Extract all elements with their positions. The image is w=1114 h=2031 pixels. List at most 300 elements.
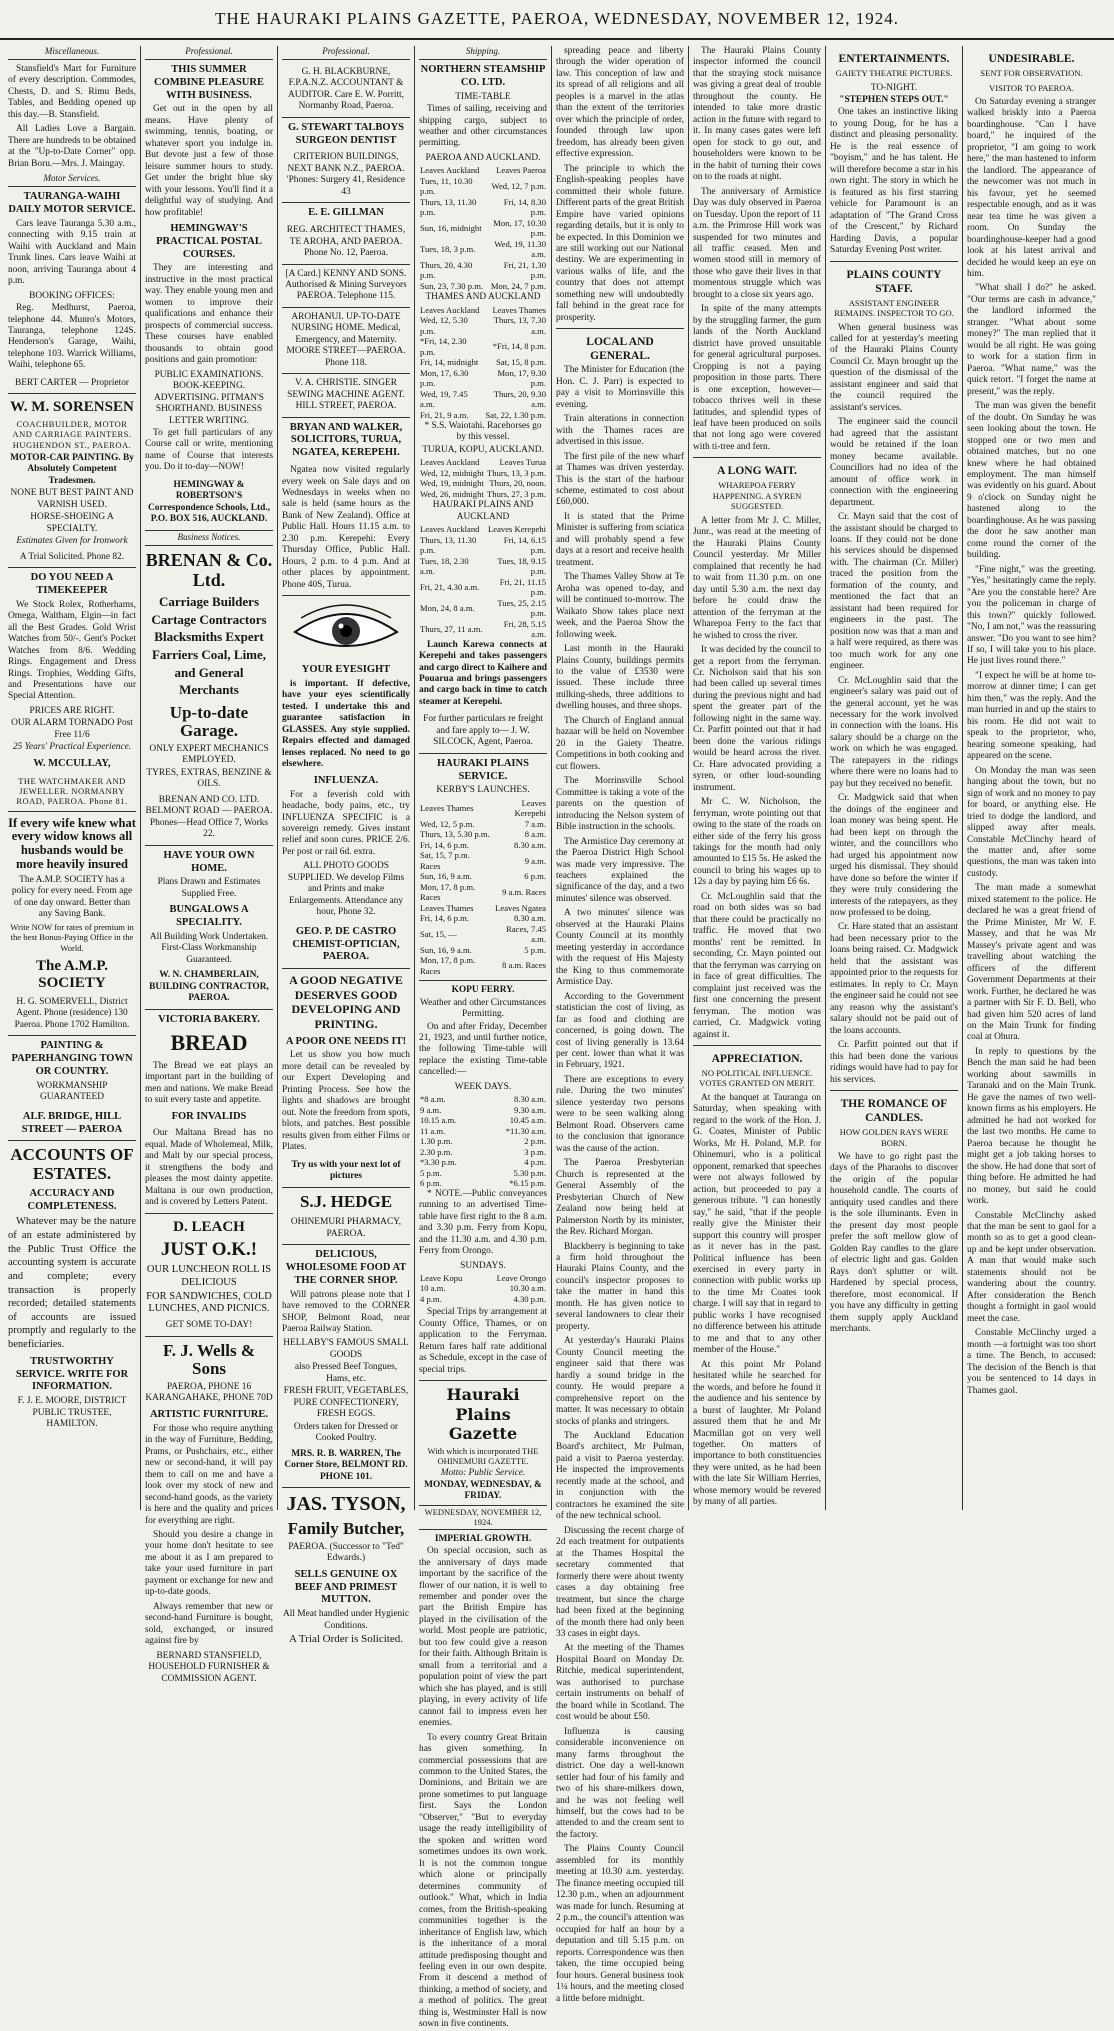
workmanship-line: WORKMANSHIP GUARANTEED [36,1080,108,1103]
kopu-body: On and after Friday, December 21, 1923, and until further notice, the following Time-table will replace the existing Time-table cancelled:— [419,1021,547,1078]
timetable-cell: Races, 7.45 a.m. [506,923,546,945]
killed-line: All Meat handled under Hygienic Conditions. [282,1609,409,1631]
news-paragraph: On Saturday evening a stranger walked briskly into a Paeroa boardinghouse. "Can I have board," he inquired of the proprietor, "I am going to work here," the man hastened to inform the landlord. The appearance of the newcomer was not much in his favour, yet he seemed respectable enough, and as it was near tea time he was given a room. On Sunday the boardinghouse-keeper had a good look at his latest arrival and decided he would keep an eye on him. [967,96,1096,280]
timetable-row [419,955,547,976]
timetable-row [419,260,547,281]
bryan-heading: BRYAN AND WALKER, SOLICITORS, TURUA, NGATEA, KEREPEHI. [289,421,403,459]
local-item: Discussing the recent charge of 2d each treatment for outpatients at the Thames Hospital the secretary commented that formerly there were about twenty cases a day obtaining free treatment, but since the charge had been fixed at the beginning of the month there had only been 33 cases in eight days. [556,1525,684,1639]
timetable-cell: Thurs, 27, 3 p.m. [487,488,546,499]
news-paragraph: Cr. Hare stated that an assistant had been necessary prior to the loans being raised. Cr. Madgwick held that the assistant was appointed prior to the requests for estimates. In reply to Cr. Mayn the engineer said he could not see any reason why the assistant's salary should not be paid out of the loans accounts. [830,922,958,1036]
timetable-cell: 3 p.m. [524,1146,546,1157]
local-item: Blackberry is beginning to take a firm hold throughout the Hauraki Plains County, and the council's inspector proposes to take the matter in hand this month. He has given notice to several landowners to clear their property. [556,1241,684,1332]
artistic-body: For those who require anything in the way of Furniture, Bedding, Prams, or Pushchairs, etc., either new or second-hand, it will pay them to call on me and have a look over my stock of new and second-hand goods, as the variety is here and the quality and prices for everything are right. [145,1423,273,1526]
timetable-cell: 6 p.m. [420,1178,442,1189]
timetable-row [419,829,547,839]
tauranga-body: Cars leave Tauranga 5.30 a.m., connecting with 9.15 train at Waihi with Auckland and Main Trunk lines. Cars leave Waihi at noon, arriving Tauranga about 4 p.m. [8,218,136,287]
local-item: Influenza is causing considerable inconvenience on many farms throughout the district. One day a well-known settler had four of his family and two of his share-milkers down, and he was not feeling well himself, but the cows had to be attended to and the cream sent to the factory. [556,1726,684,1840]
divider [830,1090,958,1091]
timetable-row [419,389,547,410]
trialorder-line: A Trial Order is Solicited. [289,1633,403,1646]
imperial-heading: IMPERIAL GROWTH. [434,1533,532,1544]
timetable-row [419,819,547,829]
news-paragraph: Cr. McLoughlin said that the engineer's salary was paid out of the general account, yet he was necessary for the work involved in connection with the loans. His salary should be a charge on the work on which he was engaged. The ratepayers in the ridings where there were no loans had to pay but they received no benefit. [830,675,958,789]
local-item: It is stated that the Prime Minister is suffering from sciatica and will probably spend a few days at a resort and receive health treatment. [556,511,684,568]
timetable-cell: 10.45 a.m. [509,1115,546,1126]
amp-small: The A.M.P. SOCIETY has a policy for every need. From age of one day onward. Better than any Saving Bank. [11,874,133,920]
invalids-heading: FOR INVALIDS [171,1110,247,1122]
booking-body: Reg. Medhurst, Paeroa, telephone 44. Munro's Motors, Tauranga, telephone 124S. Henderson's Garage, Waihi, telephone 103. Warrick Williams, Waihi, telephone 65. [8,303,136,371]
timetable-row [419,945,547,955]
appreciation-sub: NO POLITICAL INFLUENCE. VOTES GRANTED ON MERIT. [699,1067,815,1089]
negative-heading: A GOOD NEGATIVE DESERVES GOOD DEVELOPING AND PRINTING. [289,973,403,1031]
chamberlain-line: W. N. CHAMBERLAIN, BUILDING CONTRACTOR, PAEROA. [145,967,273,1009]
local-item: The Armistice Day ceremony at the Paeroa District High School was made very impressive. The teachers explained the significance of the day, and a two minutes' silence was observed. [556,836,684,904]
sun-table [419,1273,547,1304]
timetable-row [419,1294,547,1304]
timetable-cell: Thurs, 13, 7.30 a.m. [493,315,546,336]
gaiety-sub: GAIETY THEATRE PICTURES. [835,68,953,79]
luncheon-line: OUR LUNCHEON ROLL IS DELICIOUS [146,1263,272,1288]
news-paragraph: When general business was called for at yesterday's meeting of the Hauraki Plains County Council Cr. Mayn brought up the question of the dismissal of the assistant engineer and said that the council required the assistant's services. [830,322,958,413]
timetable-cell: Mon, 17, 10.30 p.m. [493,217,546,239]
timetable-cell: Fri, 14, 6.15 p.m. [503,534,546,556]
eyesight-heading: YOUR EYESIGHT [301,664,391,676]
wells-heading: F. J. Wells & Sons [162,1340,256,1379]
tk-heading: TURUA, KOPU, AUCKLAND. [422,444,544,455]
summer-heading: THIS SUMMER COMBINE PLEASURE WITH BUSINESS. [154,63,264,101]
timetable-cell: 6 p.m. [524,871,546,882]
talboys-heading: G. STEWART TALBOYS SURGEON DENTIST [287,121,405,146]
timetable-cell: Thurs, 13, 11.30 p.m. [420,534,477,556]
timetable-cell: Fri, 14, 8.30 p.m. [503,196,546,218]
local-general-heading: LOCAL AND GENERAL. [586,336,654,363]
timetable-cell: Leaves Ngatea [495,902,546,913]
should-body: Should you desire a change in your home don't hesitate to see me about it as I am prepared to take your used furniture in part payment or exchange for new and up-to-date goods. [145,1529,273,1598]
divider [419,980,547,981]
timetable-cell: Wed, 12, 7 p.m. [491,181,546,192]
wife-headline: If every wife knew what every widow knows all husbands would be more heavily insured [8,815,136,871]
timetable-cell: Tues, 18, 9.15 p.m. [497,555,546,577]
timetable-cell: *3.30 p.m. [420,1157,457,1168]
timetable-cell: Tues, 25, 2.15 p.m. [497,597,546,619]
sorensen-sub: COACHBUILDER, MOTOR AND CARRIAGE PAINTERS. HUGHENDON ST., PAEROA. [12,418,132,450]
timetable-row [419,336,547,357]
timetable-cell: *Fri, 14, 2.30 p.m. [420,336,467,357]
news-paragraph: At this point Mr Poland hesitated while he searched for the words, and before he found it the audience and his sentence by a burst of laughter. Mr Poland assured them that he and Mr Macmillan got on very well together. On matters of importance to both constituencies they were united, as he had been with the late Sir William Herries, whose memory would be revered by many of all parties. [693,1359,821,1508]
bread-heading: BREAD [170,1030,248,1056]
building-line: All Building Work Undertaken. First-Class Workmanship Guaranteed. [149,931,269,965]
criterion-line: CRITERION BUILDINGS, NEXT BANK N.Z., PAEROA. 'Phones: Surgery 41, Residence 43 [282,149,410,203]
news-paragraph: "Fine night," was the greeting. "Yes," hesitatingly came the reply. "Are you the constable here? Are you the policeman in charge of this town?" quickly followed. "No, I am not," was the reassuring answer. "Do you want to see him? If so, I will take you to his place. He just lives round there." [967,564,1096,667]
timetable-cell: Leaves Thames [420,902,474,913]
timetable-cell: Leaves Auckland [420,304,480,315]
local-item: At the meeting of the Thames Hospital Board on Monday Dr. Ritchie, medical superintendent, was authorised to purchase certain instruments on behalf of the board while in Scotland. The cost would be about £50. [556,1643,684,1723]
kerby-heading: KERBY'S LAUNCHES. [436,785,530,796]
timetable-cell: 8 a.m. Races [502,960,546,971]
tauranga-heading: TAURANGA-WAIHI DAILY MOTOR SERVICE. [8,191,136,215]
timetable-cell: Fri, 21, 4.30 a.m. [420,581,480,592]
imperial-p1: On special occasion, such as the anniversary of days made important by the sacrifice of the flower of our nation, it is well to remember and ponder over the part the British Empire has played in the civilisation of the world. Most people are patriotic, but too few could give a reason for their faith. Although Britain is small from a territorial and a population point of view the part which she has played, and is still playing, in every activity of life cannot fail to impress even her enemies. [419,1546,547,1729]
section-professional: Professional. [145,46,273,60]
fresh-line: FRESH FRUIT, VEGETABLES, PURE CONFECTIONERY, FRESH EGGS. [283,1386,409,1420]
timetable-cell: Sun, 16, midnight [420,223,482,234]
motorcar-painting: MOTOR-CAR PAINTING. By Absolutely Competent Tradesmen. [10,452,134,486]
timetable-row [419,1126,547,1136]
timetable-row [419,281,547,291]
news-paragraph: At the banquet at Tauranga on Saturday, when speaking with regard to the work of the Hon. J. G. Coates, Minister of Public Works, Mr H. Poland, M.P. for Ohinemuri, who is a political opponent, remarked that speeches were not always followed by action, but proceeded to pay a generous tribute. "I can honestly say," he said, "that if the people really give the Minister their support this country will prosper as it never has in the past. Political influence has been exercised in every party in connection with public works up to the time Mr Coates took charge. I will say that in regard to public works I have recognised no difference between his attitude to me and that to any other member of the House." [693,1092,821,1356]
incorporated-line: With which is incorporated THE OHINEMURI GAZETTE. [427,1445,539,1467]
news-paragraph: The anniversary of Armistice Day was duly observed in Paeroa on Tuesday. Upon the report of 11 a.m. the Primrose Hill work was suspended for two minutes and all traffic ceased. Men and women stood still in memory of those who gave their lives in that momentous struggle which was brought to a close six years ago. [693,186,821,300]
timetable-cell: Leaves Auckland [420,457,480,468]
kopu-heading: KOPU FERRY. [451,985,515,996]
home-heading: HAVE YOUR OWN HOME. [163,849,255,874]
timetable-row [419,1273,547,1283]
trustworthy-line: TRUSTWORTHY SERVICE. WRITE FOR INFORMATION. [15,1355,129,1393]
ta-heading: THAMES AND AUCKLAND [425,292,541,303]
news-paragraph: In spite of the many attempts by the struggling farmer, the gum lands of the North Auckland district have proved unsuitable for general agricultural purposes. Cropping is not a paying proposition in those parts. There is one exception, however—tobacco thrives well in these latitudes, and splendid types of leaf have been produced on soils that not long ago were covered with ti-tree and fern. [693,304,821,452]
ohinemuri-pharmacy: OHINEMURI PHARMACY, PAEROA. [282,1214,410,1245]
timetable-cell: Fri, 14, 6 p.m. [420,913,469,924]
timetable-body: Times of sailing, receiving and shipping cargo, subject to weather and other circumstances permitting. [419,104,547,149]
sundays-heading: SUNDAYS. [460,1260,506,1271]
timetable-cell: Thurs, 27, 11 a.m. [420,623,483,634]
timetable-cell: Sat, 15, 7 p.m. Races [420,850,470,871]
timetable-cell: Leaves Kerepehi [514,797,546,819]
news-paragraph: Cr. Madgwick said that when the doings of the engineer and loan money was being spent. He had been kept on through the winter, and the councillors who had urged his appointment now urged his dismissal. They should have done so before the winter if they were truly considering the interests of the ratepayers, as they now professed to be doing. [830,793,958,918]
special-body: Special Trips by arrangement at County Office, Thames, or on application to the Ferryman. Return fares half rate additional as Schedule, except in the case of special trips. [419,1304,547,1381]
local-item: The Church of England annual bazaar will be held on November 20 in the Gaiety Theatre. Competitions in both cooking and cut flowers. [556,715,684,772]
undesirable-sub: SENT FOR OBSERVATION. [980,68,1083,79]
timetable-row [419,1178,547,1188]
amp-write: Write NOW for rates of premium in the best Bonus-Paying Office in the World. [10,921,134,953]
timetable-row [419,489,547,499]
local-item: The first pile of the new wharf at Thames was driven yesterday. This is the start of the harbour scheme, estimated to cost about £60,000. [556,451,684,508]
gillman-sub: REG. ARCHITECT THAMES, TE AROHA, AND PAEROA. Phone No. 12, Paeroa. [282,222,410,264]
eyesight-body: is important. If defective, have your eyes scientifically tested. I undertake this and guarantee satisfaction in GLASSES. Any style supplied. Repairs effected and damaged lenses replaced. No need to go elsewhere. [282,679,410,770]
week-table [419,1094,547,1188]
timetable-cell: *8 a.m. [420,1094,446,1105]
section-miscellaneous: Miscellaneous. [8,46,136,60]
timetable-cell: 1.30 p.m. [420,1136,453,1147]
hedge-heading: S.J. HEDGE [299,1191,393,1211]
kopu-sub: Weather and other Circumstances Permitting. [419,997,547,1020]
news-paragraph: A letter from Mr J. C. Miller, Junr., was read at the meeting of the Hauraki Plains County Council yesterday. Mr Miller complained that recently he had to wait from 11.30 p.m. on one day until 5.30 a.m. the next day before he could draw the attention of the ferryman at the Wharepoa Ferry to the fact that he wished to cross the river. [693,515,821,641]
timetable-row [419,1115,547,1125]
mechanics-line: ONLY EXPERT MECHANICS EMPLOYED. [149,743,269,766]
timetable-cell: Tues, 18, 2.30 a.m. [420,555,469,577]
further-line: For further particulars re freight and fare apply to— J. W. SILCOCK, Agent, Paeroa. [419,711,547,753]
timetable-cell: 9 a.m. [524,855,546,866]
always-body: Always remember that new or second-hand Furniture is bought, sold, exchanged, or insured against fire by [145,1601,273,1647]
wells-address: PAEROA, PHONE 16 KARANGAHAKE, PHONE 70D [145,1382,273,1404]
timetable-row [419,535,547,556]
motto-line: Motto: Public Service. [440,1467,526,1478]
timetable-cell: 9 a.m. Races [502,886,546,897]
news-paragraph: Cr. Mayn said that the cost of the assistant should be charged to loans. If they could not be done his services should be dispensed with. The chairman (Cr. Miller) traced the position from the formation of the county, and mentioned the fact that an assistant had been required for engineers in the past. The position now was that a man and a half were required, as there was too much work for any one engineer. [830,512,958,672]
masthead-text: THE HAURAKI PLAINS GAZETTE, PAEROA, WEDNESDAY, NOVEMBER 12, 1924. [214,9,900,28]
timetable-cell: 10.15 a.m. [420,1115,457,1126]
timetable-cell: 10 a.m. [420,1283,446,1294]
news-paragraph: The engineer said the council had agreed that the assistant would be retained if the loan money became available. Councillors had no idea of the amount of office work in connection with the engineering department. [830,417,958,508]
timetable-cell: Thurs, 20, 4.30 p.m. [420,259,473,281]
column-1 [4,46,141,1510]
divider [830,261,958,262]
tyres-line: TYRES, EXTRAS, BENZINE & OILS. [146,767,272,790]
timetable-row [419,1136,547,1146]
ironwork-line: Estimates Given for Ironwork [16,536,128,547]
staff-heading: PLAINS COUNTY STAFF. [846,268,942,295]
kenny-card: [A Card.] KENNY AND SONS. Authorised & Mining Surveyors PAEROA. Telephone 115. [282,266,410,308]
justok-heading: JUST O.K.! [160,1239,258,1261]
romance-heading: THE ROMANCE OF CANDLES. [840,1098,948,1125]
timetable-cell: Mon, 17, 8 p.m. Races [420,881,476,903]
alarm-line: OUR ALARM TORNADO Post Free 11/6 [11,718,133,740]
timetable-cell: 9.30 a.m. [514,1104,546,1115]
leach-heading: D. LEACH [173,1218,245,1235]
local-item: According to the Government statistician the cost of living, as far as food and clothing are concerned, is going down. The cost of living generally is 13.64 per cent. lower than what it was in February, 1921. [556,991,684,1071]
timetable-cell: Wed, 26, midnight [420,488,484,499]
hellaby-line: HELLABY'S FAMOUS SMALL GOODS [283,1338,409,1360]
divider [693,1045,821,1046]
timetable-cell: Fri, 14, 6 p.m. [420,839,469,850]
timetable-row [419,1147,547,1157]
timetable-cell: Fri, 21, 1.30 p.m. [503,259,546,281]
estates-body: Whatever may be the nature of an estate administered by the Public Trust Office the accounting system is accurate and complete; every transaction is properly recorded; detailed statements of accounts are issued promptly and regularly to the beneficiaries. [8,1216,136,1351]
tonight-line: TO-NIGHT. [870,82,918,93]
dateline: WEDNESDAY, NOVEMBER 12, 1924. [419,1505,547,1530]
pa-heading: PAEROA AND AUCKLAND. [425,152,541,163]
bread-body: The Bread we eat plays an important part in the building of men and nations. We make Bread to suit every taste and appetite. [145,1060,273,1106]
news-paragraph: Cr. Parfitt pointed out that if this had been done the various ridings would have had to pay for his services. [830,1040,958,1085]
photo-line: ALL PHOTO GOODS SUPPLIED. We develop Films and Prints and make Enlargements. Attendance any hour, Phone 32. [287,861,405,918]
timetable-row [419,882,547,903]
visitor-sub: VISITOR TO PAEROA. [989,82,1074,93]
long-wait-sub: WHAREPOA FERRY HAPPENING. A SYREN SUGGESTED. [712,480,802,512]
gillman-heading: E. E. GILLMAN [308,207,384,219]
divider [556,328,684,329]
column-8 [963,46,1100,1510]
long-wait-heading: A LONG WAIT. [717,465,797,478]
timetable-cell: 4.30 p.m. [513,1293,546,1304]
trynext-line: Try us with your next lot of pictures [282,1157,410,1188]
timetable-cell: *11.30 a.m. [505,1125,546,1136]
imperial-cont-2: The principle to which the English-speaking peoples have committed their whole future. Different parts of the great British Empire have varied opinions regarding details, but it is only to be expected. In this Dominion we are still working out our National destiny. We are experimenting in various walks of life, and the country that does not attempt something new will undoubtedly fall behind in the great race for prosperity. [556,163,684,323]
timetable-cell: 2 p.m. [524,1136,546,1147]
steps-title: "STEPHEN STEPS OUT." [839,94,949,105]
news-paragraph: Cr. McLoughlin said that the road on both sides was so bad that there could be practically no traffic. He moved that two months' rent be remitted. In seconding, Cr. Mayn pointed out that the ferryman was carrying on in face of great difficulties. The complaint just received was the first one concerning the present ferryman. The motion was carried, Cr. Madgwick voting against it. [693,891,821,1040]
eye-illustration [282,602,410,658]
hpa-heading: HAURAKI PLAINS AND AUCKLAND [432,500,534,522]
local-item: At yesterday's Hauraki Plains County Council meeting the engineer said that there was hardly a sound bridge in the county. He would prepare a comprehensive report on the matter. It was necessary to obtain stocks of planks and stringers. [556,1336,684,1427]
influenza-heading: INFLUENZA. [313,774,379,786]
news-paragraph: The Hauraki Plains County inspector informed the council that the straying stock nuisance was giving a great deal of trouble throughout the county. He intended to take more drastic action in the future with regard to it. In many cases gates were left open for stock to go out, and householders were known to be in the habit of turning their cows on to the roads at night. [693,46,821,183]
column-5 [552,46,689,2004]
timetable-cell: 8.30 a.m. [514,1094,546,1105]
timetable-cell: Mon, 17, 9.30 p.m. [497,367,546,389]
timetable-cell: Leave Orongo [496,1272,546,1283]
timetable-cell: Wed, 19, midnight [420,478,484,489]
column-4 [415,46,552,2030]
columns [0,40,1114,2030]
appreciation-heading: APPRECIATION. [711,1052,803,1065]
timetable-cell: Sun, 23, 7.30 p.m. [420,280,484,291]
timetable-cell: 5 p.m. [524,944,546,955]
news-paragraph: Constable McClinchy asked that the man be sent to gaol for a month so as to get a good clean-up and be kept under observation. A man that would make such statements should not be wandering about the country. After consideration the Bench thought a fortnight in gaol would meet the case. [967,1210,1096,1324]
timetable-row [419,871,547,881]
timetable-cell: 9 a.m. [420,1104,442,1115]
timetable-cell: Mon, 17, 8 p.m. Races [420,955,476,976]
timetable-row [419,218,547,239]
sandwiches-line: FOR SANDWICHES, COLD LUNCHES, AND PICNICS. [146,1290,272,1315]
timetable-row [419,468,547,478]
news-paragraph: The man was given the benefit of the doubt. On Sunday he was seen looking about the town. He stopped one or two men and obtained matches, but no one knew where he had obtained employment. The man himself was evidently on his guard. About 9 o'clock on Sunday night he hastened along to the boardinghouse. As he was passing the door he saw another man come round the corner of the building. [967,401,1096,561]
plans-line: Plans Drawn and Estimates Supplied Free. [157,877,261,899]
stansfield-notice: Stansfield's Mart for Furniture of every description. Commodes, Chests, D. and S. Rimu Beds, Tables, and Bedding opened up this day.—B. Stansfield. [8,63,136,120]
timetable-cell: Fri, 28, 5.15 a.m. [503,618,546,640]
timetable-row [419,798,547,819]
tyson-sub: PAEROA. (Successor to "Ted" Edwards.) [288,1541,404,1564]
section-shipping: Shipping. [419,46,547,60]
timetable-cell: Sun, 16, 9 a.m. [420,944,472,955]
local-item: The Minister for Education (the Hon. C. J. Parr) is expected to pay a visit to Morrinsville this evening. [556,365,684,410]
ta-table [419,305,547,420]
timetable-row [419,840,547,850]
influenza-body: For a feverish cold with headache, body pains, etc., try INFLUENZA SPECIFIC is a sovereign remedy. Gives instant relief and soon cures. PRICE 2/6. Per post or rail 6d. extra. [282,789,410,857]
somervell-agent: H. G. SOMERVELL, District Agent. Phone (residence) 130 Paeroa. Phone 1702 Hamilton. [8,994,136,1036]
section-professional-2: Professional. [282,46,410,60]
brenan-heading: BRENAN & Co. Ltd. [145,549,273,590]
timetable-cell: Tues, 18, 3 p.m. [420,244,476,254]
timetable-cell: Leaves Kerepehi [488,524,546,535]
timetable-row [419,357,547,367]
imperial-cont-1: spreading peace and liberty through the wider operation of law. This conception of law and its spread of all religions and all peoples is a marvel in the atlas than the extent of the territories over which the principle of order, founded through law upon freedom, has already been given effective expression. [556,46,684,160]
timetable-cell: Mon, 24, 8 a.m. [420,602,475,613]
undesirable-heading: UNDESIRABLE. [988,53,1075,65]
imperial-p2: To every country Great Britain has given something. In commercial possessions that are common to the United States, the Dominions, and Britain we are prone sometimes to put language first. Says the London "Observer," "But to everyday usage the ready intelligibility of the spoken and written word sometimes undoes its own work. It is not the common tongue which alone or principally determines community of outlook." What, which in India comes, from the British-speaking communities together is the inheritance of English law, which is the inheritance of a moral attitude predisposing thought and feeling even in our own despite. From it descend a method of thinking, a method of society, and a method of politics. The great thing is, Westminster Hall is now sown in five continents. [419,1732,547,2030]
weekdays-heading: WEEK DAYS. [454,1081,512,1092]
sorensen-heading: W. M. SORENSEN [10,399,134,416]
warren-line: MRS. R. B. WARREN, The Corner Store, BELMONT RD. PHONE 101. [282,1446,410,1488]
column-3 [278,46,415,1646]
timekeeper-body: We Stock Rolex, Rotherhams, Omega, Waltham, Elgin—in fact all the Best Grades. Gold Wrist Watches from 50/-. Gent's Pocket Watches from 8/6. Wedding Rings. Engagement and Dress Rings. Trophies, Wedding Gifts, and Presentations have our Special Attention. [8,599,136,702]
orders-line: Orders taken for Dressed or Cooked Poultry. [293,1421,399,1444]
mcullay-sub: THE WATCHMAKER AND JEWELLER. NORMANBY ROAD, PAEROA. Phone 81. [8,773,136,812]
timetable-cell: Wed, 19, 7.45 a.m. [420,388,468,410]
timetable-cell: Leaves Turua [499,457,546,468]
timetable-cell: 11 a.m. [420,1125,446,1136]
timetable-row [419,850,547,871]
painting-heading: PAINTING & PAPERHANGING TOWN OR COUNTRY. [11,1040,133,1077]
timetable-row [419,197,547,218]
timetable-cell: Thurs, 20, 9.30 a.m. [493,388,546,410]
local-item: The Morrinsville School Committee is taking a vote of the parents on the question of introducing the Nelson system of Bible instruction in the schools. [556,776,684,833]
timetable-row [419,1168,547,1178]
maltana-body: Our Maltana Bread has no equal. Made of Wholemeal, Milk, and Malt by our special process, it strengthens the body and pleases the most dainty appetite. Maltana is our own production, and is covered by Letters Patent. [145,1125,273,1213]
local-item: The Thames Valley Show at Te Aroha was opened to-day, and will be continued to-morrow. The Waikato Show takes place next week, and the Paeroa Show the following week. [556,572,684,640]
tk-table [419,457,547,499]
horseshoe-line: HORSE-SHOEING A SPECIALTY. [30,512,114,534]
timetable-cell: Wed, 12, 5 p.m. [420,818,475,829]
timetable-cell: 10.30 a.m. [509,1283,546,1294]
varnish-line: NONE BUT BEST PAINT AND VARNISH USED. [10,488,134,510]
news-paragraph: "I expect he will be at home to-morrow at dinner time; I can get him then," was the reply. And the man hurried in and up the stairs to his room. He did not wait to speak to the proprietor, who, hearing someone speaking, had appeared on the scene. [967,670,1096,762]
timetable-cell: *6.15 p.m. [509,1178,546,1189]
local-item: Last month in the Hauraki Plains County, buildings permits to the value of £3530 were issued. These include three milking-sheds, three additions to dwelling houses, and three shops. [556,644,684,712]
timetable-cell: 8.30 a.m. [514,913,546,924]
getsome-line: GET SOME TO-DAY! [145,1317,273,1336]
timetable-row [419,165,547,175]
timetable-cell: *Fri, 14, 8 p.m. [492,341,546,352]
masthead [0,0,1114,40]
timetable-cell: Leaves Auckland [420,524,480,535]
column-6 [689,46,826,1510]
timetable-cell: Thurs, 13, 11.30 p.m. [420,196,477,218]
divider [693,457,821,458]
timetable-row [419,619,547,640]
summer-body: Get out in the open by all means. Have plenty of swimming, tennis, boating, or whatever sport you indulge in. But devote just a few of those leisure summer hours to study. Get under the bright blue sky with your lessons. You'll find it a delightful way of studying. And how profitable! [145,104,273,218]
experience-line: 25 Years' Practical Experience. [12,742,132,753]
estates-heading: ACCOUNTS OF ESTATES. [10,1145,134,1184]
timetable-cell: Leaves Thames [492,304,546,315]
timetable-cell: Fri, 21, 11.15 p.m. [499,576,546,598]
timetable-cell: Tues, 11, 10.30 p.m. [420,175,473,197]
local-item: A two minutes' silence was observed at the Hauraki Plains County Council at its monthly meeting yesterday in accordance with the request of His Majesty the King to thus commemorate Armistice Day. [556,908,684,988]
timetable-cell: Sun, 16, 9 a.m. [420,871,472,882]
timetable-row [419,1157,547,1167]
northern-heading: NORTHERN STEAMSHIP CO. LTD. [420,63,546,88]
romance-body: We have to go right past the days of the Pharaohs to discover the origin of the popular household candle. The courts of antiquity used candles and there is the sole illuminants. Even in the present day most people prefer the soft mellow glow of Golden Ray candles to the glare of electric light and gas. Golden Rays don't splutter or wilt. Hardened by special process, therefore, most economical. If you have any difficulty in getting them supply apply Auckland merchants. [830,1152,958,1335]
timetable-heading: TIME-TABLE [455,91,511,102]
news-paragraph: In reply to questions by the Bench the man said he had been working about sawmills in Taranaki and on the Main Trunk. He gave the names of two well-known firms as his employers. He admitted he had not worked for the last two months. He came to Paeroa because he thought he might get a job taking horses to the show. He had done that sort of thing before. He admitted he had no money, but said he could work. [967,1046,1096,1207]
timetable-cell: Leave Kopu [420,1272,463,1283]
prices-line: PRICES ARE RIGHT. [29,705,115,716]
launch-body: Launch Karewa connects at Kerepehi and takes passengers and cargo direct to Kaihere and Pouarua and brings passengers and cargo back in time to catch steamer at Kerepehi. [419,639,547,707]
hemingway-courses: HEMINGWAY'S PRACTICAL POSTAL COURSES. [156,223,262,260]
timetable-row [419,368,547,389]
christie-card: V. A. CHRISTIE. SINGER SEWING MACHINE AGENT. HILL STREET, PAEROA. [282,375,410,417]
news-paragraph: Mr C. W. Nicholson, the ferryman, wrote pointing out that owing to the state of the roads on either side of the ferry his gross takings for the month had only amounted to £15 5s. He asked the council to bring his wages up to 12s a day by paying him £6 6s. [693,797,821,888]
hpa-table [419,524,547,639]
timekeeper-heading: DO YOU NEED A TIMEKEEPER [30,572,114,596]
timetable-cell: Thurs, 13, 3 p.m. [487,467,546,478]
timetable-row [419,176,547,197]
bridge-line: ALF. BRIDGE, HILL STREET — PAEROA [8,1108,136,1142]
gazette-title: Hauraki Plains Gazette [446,1385,520,1444]
courses-body: They are interesting and instructive in the most practical way. They enable young men and women to improve their qualifications and enhance their prospects of commercial success. These courses have enabled thousands to obtain good positions and gain promotion: [145,263,273,366]
timetable-cell: Thurs, 13, 5.30 p.m. [420,829,490,840]
news-paragraph: It was decided by the council to get a report from the ferryman. Cr. Nicholson said that his son had been called up several times during the previous night and had spent the greater part of the following night in the same way. Cr. Parfitt pointed out that it had been done the various ridings would be heard across the river. Cr. Hare advocated providing a syren, or other loud-sounding instrument. [693,645,821,793]
garage-heading: Up-to-date Garage. [169,702,249,741]
news-paragraph: Constable McClinchy urged a month —a fortnight was too short a time. The Bench, to accused: The decision of the Bench is that you be sentenced to 14 days in Thames gaol. [967,1328,1096,1396]
pa-table [419,165,547,291]
news-paragraph: The man made a somewhat mixed statement to the police. He declared he was a great friend of the Prime Minister, Mr W. F. Massey, and that he was Mr Massey's private agent and was travelling about watching the officers of the different Government Departments at their work. Further, he declared he was a partner with Sir F. D. Bell, who had given him 520 acres of land on the Main Trunk for finding coal at Ohura. [967,883,1096,1043]
timetable-cell: 5 p.m. [420,1167,442,1178]
timetable-cell: 4 p.m. [524,1157,546,1168]
timetable-row [419,457,547,467]
timetable-row [419,924,547,945]
timetable-row [419,1094,547,1104]
timetable-cell: Sat, 15, 8 p.m. [496,357,546,368]
timetable-row [419,577,547,598]
poor-body: Let us show you how much more detail can be revealed by our Expert Developing and Printing Process. See how the lights and shadows are brought out. Note the freedom from spots, blots, and patches. Best possible results given from either Films or Plates. [282,1050,410,1153]
column-7 [826,46,963,1510]
timetable-cell: Mon, 24, 7 p.m. [490,280,546,291]
timetable-cell: 8.30 a.m. [514,839,546,850]
timetable-row [419,410,547,420]
amp-heading: The A.M.P. SOCIETY [36,958,108,991]
timetable-row [419,239,547,260]
tyson-heading: JAS. TYSON, [286,1493,406,1516]
